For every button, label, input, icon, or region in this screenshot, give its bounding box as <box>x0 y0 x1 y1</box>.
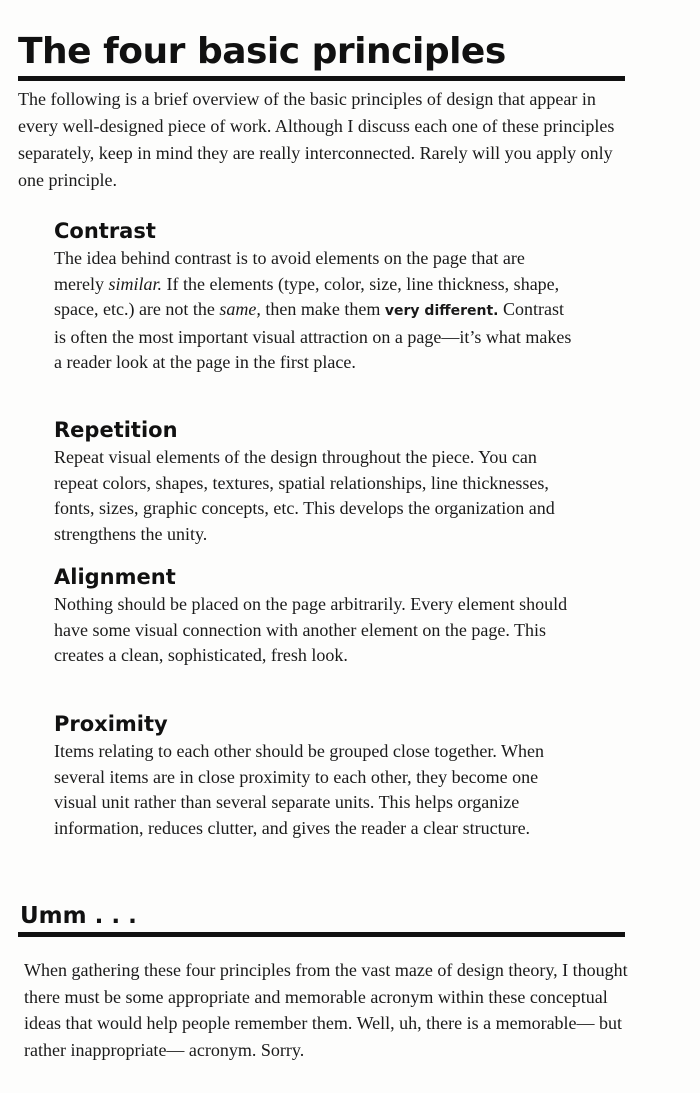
contrast-text-1: The idea behind contrast is to avoid elements on the page that are merely <box>54 248 525 294</box>
contrast-paragraph <box>54 246 574 376</box>
proximity-paragraph: Items relating to each other should be grouped close together. When several items are in close proximity to each other, they become one visual unit rather than several separate units. This helps organize information, reduces clutter, and gives the reader a clear structure. <box>54 741 545 838</box>
contrast-heading: Contrast <box>54 219 156 243</box>
contrast-em-similar: similar. <box>108 273 163 294</box>
section-repetition <box>54 417 574 547</box>
umm-heading: Umm . . . <box>20 903 137 929</box>
contrast-text-3: then make them <box>260 299 385 319</box>
repetition-heading: Repetition <box>54 418 178 442</box>
section-proximity <box>54 711 574 841</box>
repetition-paragraph: Repeat visual elements of the design throughout the piece. You can repeat colors, shapes, textures, spatial relationships, line thicknesses, fonts, sizes, graphic concepts, etc. This develops the organization and strengthens the unity. <box>54 447 555 544</box>
section-contrast <box>54 218 574 376</box>
contrast-text-2: If the elements (type, color, size, line thickness, shape, space, etc.) are not the <box>54 273 560 319</box>
contrast-strong: very different. <box>384 303 499 319</box>
umm-paragraph: When gathering these four principles from the vast maze of design theory, I thought there must be some appropriate and memorable acronym within these conceptual ideas that would help people remember them. Well, uh, there is a memorable— but rather inappropriate— acronym. Sorry. <box>24 960 628 1060</box>
intro-paragraph: The following is a brief overview of the basic principles of design that appear in every well-designed piece of work. Although I discuss each one of these principles separately, keep in mind they are really interconnected. Rarely will you apply only one principle. <box>18 89 615 190</box>
title-rule <box>18 76 625 81</box>
contrast-em-same: same, <box>219 299 261 319</box>
umm-rule <box>18 932 625 937</box>
section-alignment <box>54 564 574 669</box>
contrast-text-4: Contrast is often the most important visual attraction on a page—it’s what makes a reader look at the page in the first place. <box>54 299 572 372</box>
page-title: The four basic principles <box>18 31 506 72</box>
alignment-heading: Alignment <box>54 565 176 589</box>
alignment-paragraph: Nothing should be placed on the page arbitrarily. Every element should have some visual connection with another element on the page. This creates a clean, sophisticated, fresh look. <box>54 594 568 665</box>
proximity-heading: Proximity <box>54 712 168 736</box>
